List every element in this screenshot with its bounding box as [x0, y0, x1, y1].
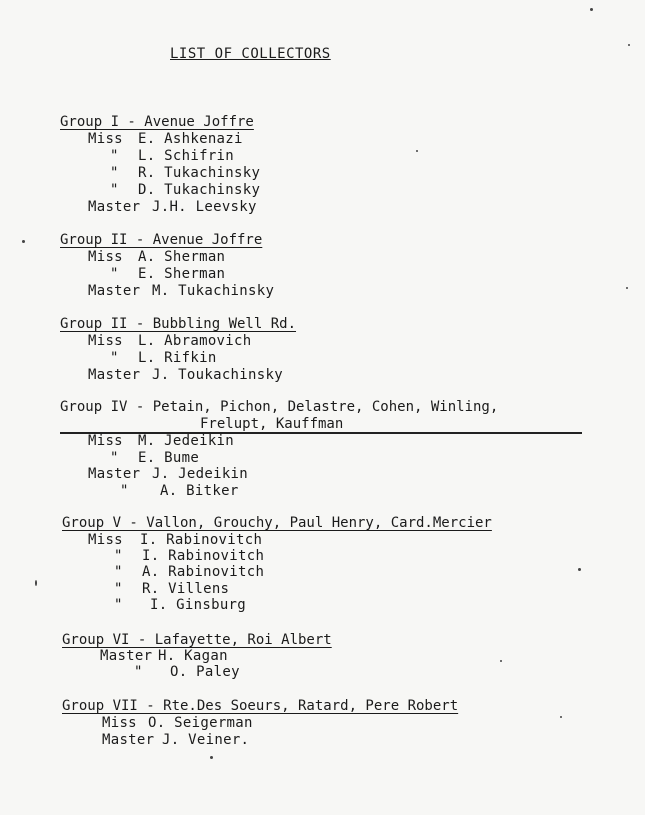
group-heading: Group IV - Petain, Pichon, Delastre, Cohen, Winling,	[60, 399, 499, 415]
member-name: E. Ashkenazi	[138, 131, 243, 147]
member-name: R. Tukachinsky	[138, 165, 261, 181]
member-prefix: Miss	[88, 249, 123, 265]
member-name: M. Tukachinsky	[152, 283, 275, 299]
ditto-mark: "	[110, 148, 119, 164]
member-name: L. Rifkin	[138, 350, 217, 366]
member-name: J. Jedeikin	[152, 466, 249, 482]
scan-speck	[22, 240, 25, 243]
member-name: A. Sherman	[138, 249, 226, 265]
scan-speck	[500, 660, 502, 662]
ditto-mark: "	[110, 165, 119, 181]
ditto-mark: "	[114, 581, 123, 597]
scan-speck	[628, 44, 630, 46]
member-name: L. Schifrin	[138, 148, 235, 164]
ditto-mark: "	[110, 182, 119, 198]
member-name: J.H. Leevsky	[152, 199, 257, 215]
scan-speck	[560, 716, 562, 718]
member-prefix: Master	[88, 367, 141, 383]
member-prefix: Master	[88, 466, 141, 482]
member-prefix: Miss	[102, 715, 137, 731]
member-prefix: Miss	[88, 532, 123, 548]
member-name: I. Rabinovitch	[142, 548, 265, 564]
member-prefix: Miss	[88, 333, 123, 349]
group-heading: Group II - Avenue Joffre	[60, 232, 263, 248]
scan-speck	[590, 8, 593, 11]
ditto-mark: "	[110, 266, 119, 282]
member-name: R. Villens	[142, 581, 230, 597]
member-name: I. Ginsburg	[150, 597, 247, 613]
group-heading: Group V - Vallon, Grouchy, Paul Henry, Card.Mercier	[62, 515, 492, 531]
member-name: O. Seigerman	[148, 715, 253, 731]
member-prefix: Master	[88, 283, 141, 299]
scan-speck	[210, 756, 213, 759]
group-heading: Group VII - Rte.Des Soeurs, Ratard, Pere Robert	[62, 698, 459, 714]
page-title: LIST OF COLLECTORS	[170, 46, 331, 62]
member-prefix: Miss	[88, 131, 123, 147]
member-name: A. Bitker	[160, 483, 239, 499]
scan-speck	[416, 150, 418, 152]
member-name: J. Toukachinsky	[152, 367, 283, 383]
member-name: H. Kagan	[158, 648, 228, 664]
member-name: M. Jedeikin	[138, 433, 235, 449]
ditto-mark: "	[120, 483, 129, 499]
member-name: J. Veiner.	[162, 732, 250, 748]
member-name: L. Abramovich	[138, 333, 252, 349]
member-name: D. Tukachinsky	[138, 182, 261, 198]
ditto-mark: "	[114, 597, 123, 613]
group-heading: Group II - Bubbling Well Rd.	[60, 316, 297, 332]
group-heading-continuation: Frelupt, Kauffman	[200, 416, 344, 432]
member-name: O. Paley	[170, 664, 240, 680]
member-prefix: Master	[88, 199, 141, 215]
member-name: E. Bume	[138, 450, 200, 466]
group-heading: Group I - Avenue Joffre	[60, 114, 254, 130]
ditto-mark: "	[110, 450, 119, 466]
scan-speck	[626, 287, 628, 289]
ditto-mark: "	[114, 548, 123, 564]
ditto-mark: "	[110, 350, 119, 366]
ditto-mark: "	[134, 664, 143, 680]
ditto-mark: "	[114, 564, 123, 580]
member-name: I. Rabinovitch	[140, 532, 263, 548]
scan-speck	[578, 568, 581, 571]
member-name: A. Rabinovitch	[142, 564, 265, 580]
member-prefix: Master	[100, 648, 153, 664]
group-heading: Group VI - Lafayette, Roi Albert	[62, 632, 332, 648]
member-name: E. Sherman	[138, 266, 226, 282]
member-prefix: Master	[102, 732, 155, 748]
scan-speck	[35, 580, 37, 586]
member-prefix: Miss	[88, 433, 123, 449]
